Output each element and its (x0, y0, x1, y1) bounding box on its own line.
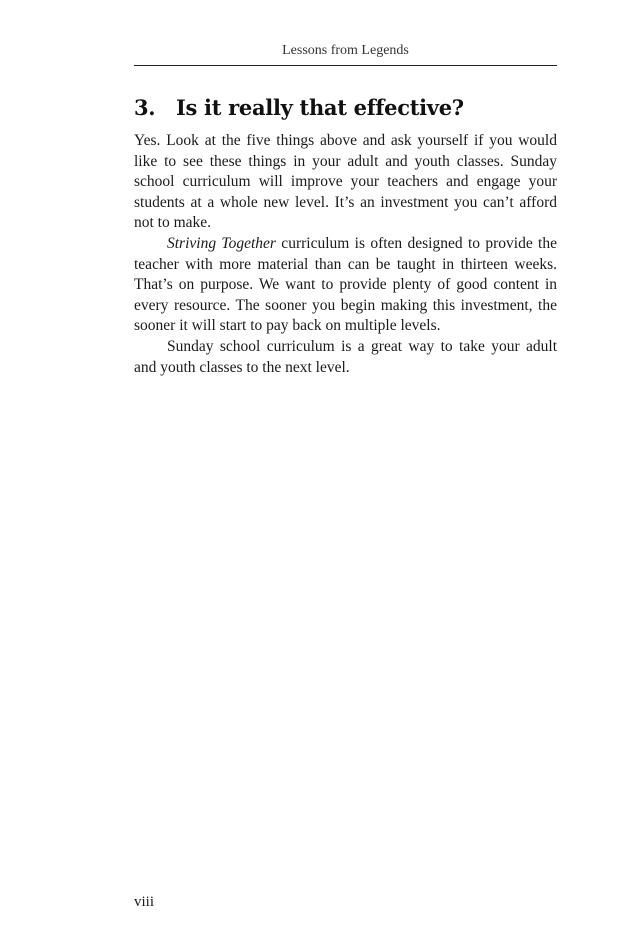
running-head: Lessons from Legends (282, 43, 409, 58)
paragraph-3-text: Sunday school curriculum is a great way to take your adult and youth classes to the next level. (134, 337, 557, 376)
paragraph-1-text: Yes. Look at the five things above and ask yourself if you would like to see these things in your adult and youth classes. Sunday school curriculum will improve your teachers and engage your students at a whole new level. It’s an investment you can’t afford not to make. (134, 132, 557, 232)
paragraph-1 (134, 131, 557, 234)
paragraph-2-text: curriculum is often designed to provide the teacher with more material than can be taught in thirteen weeks. That’s on purpose. We want to provide plenty of good content in every resource. The sooner you begin making this investment, the sooner it will start to pay back on multiple levels. (134, 234, 557, 335)
body-text (134, 131, 557, 378)
section-heading (134, 95, 557, 120)
paragraph-2 (134, 234, 557, 337)
page-number: viii (134, 894, 155, 910)
paragraph-2-italic-lead: Striving Together (167, 234, 276, 252)
paragraph-3 (134, 337, 557, 378)
header-rule (134, 65, 557, 66)
section-number: 3. (134, 95, 156, 120)
section-title: Is it really that effective? (176, 95, 464, 120)
